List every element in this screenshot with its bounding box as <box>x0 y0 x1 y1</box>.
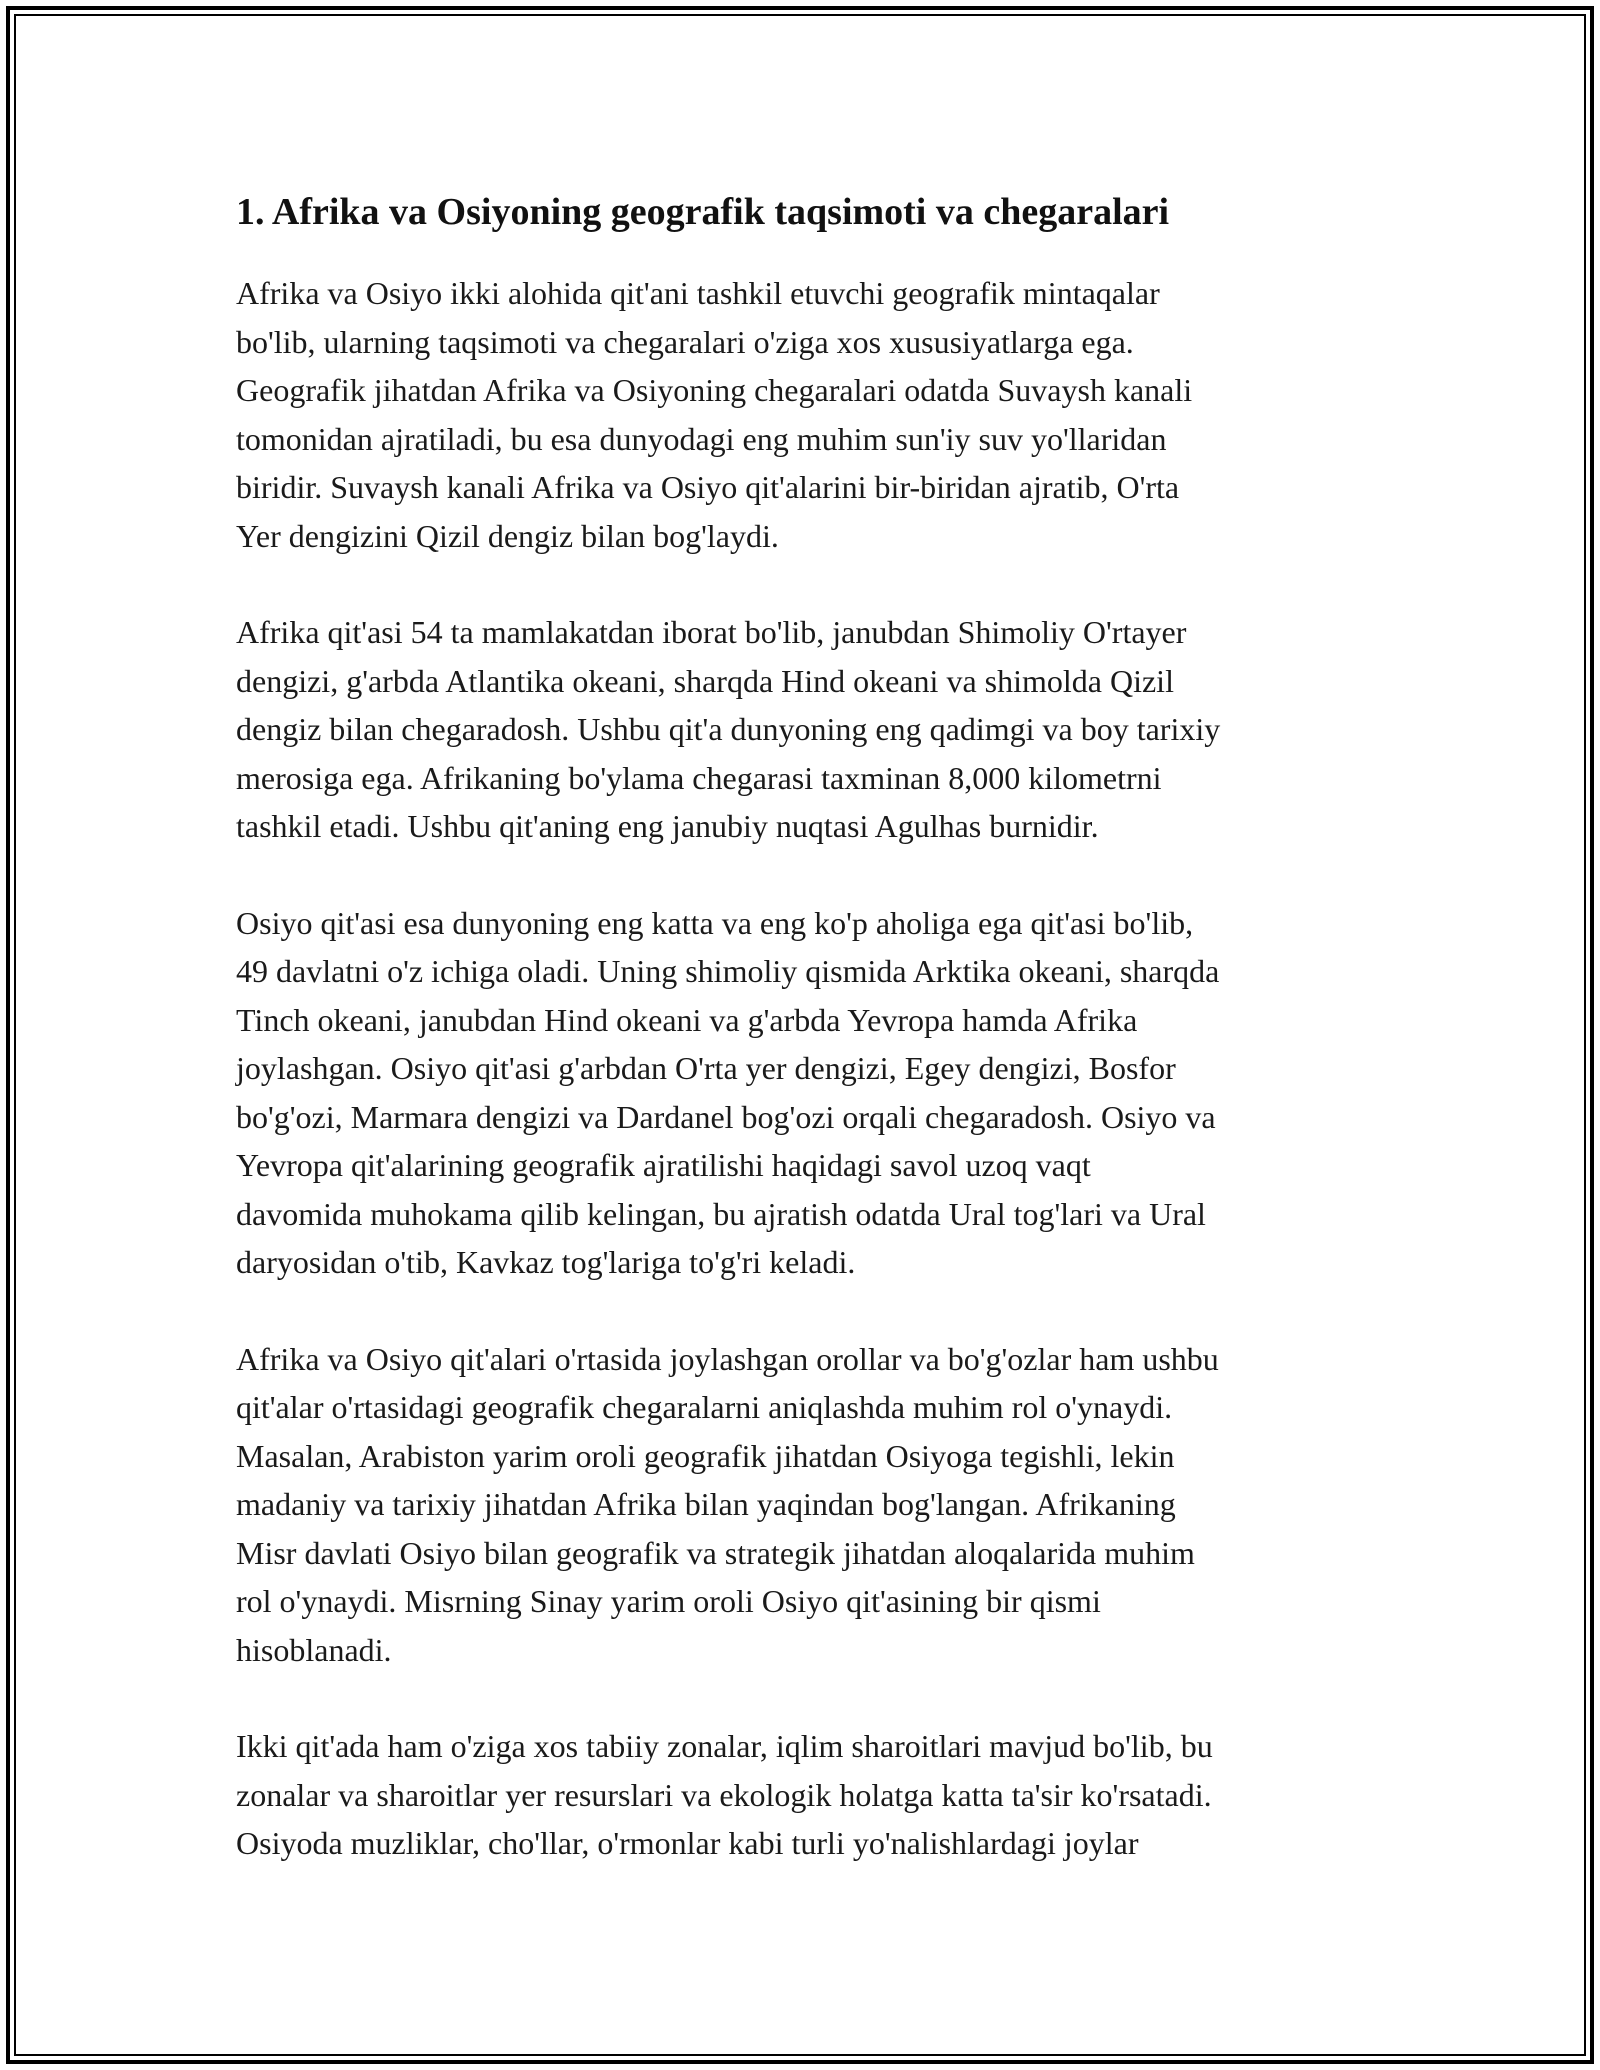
text-line: hisoblanadi. <box>236 1631 392 1668</box>
text-line: dengiz bilan chegaradosh. Ushbu qit'a dunyoning eng qadimgi va boy tarixiy <box>236 711 1221 747</box>
text-line: dengizi, g'arbda Atlantika okeani, sharqda Hind okeani va shimolda Qizil <box>236 662 1174 699</box>
section-heading: 1. Afrika va Osiyoning geografik taqsimoti va chegaralari <box>236 191 1170 233</box>
paragraph <box>236 899 1366 1287</box>
paragraph <box>236 608 1366 851</box>
text-line: joylashgan. Osiyo qit'asi g'arbdan O'rta yer dengizi, Egey dengizi, Bosfor <box>236 1050 1176 1086</box>
text-line: Afrika va Osiyo qit'alari o'rtasida joylashgan orollar va bo'g'ozlar ham ushbu <box>236 1340 1219 1377</box>
document-page <box>236 185 1366 1868</box>
text-line: daryosidan o'tib, Kavkaz tog'lariga to'g'ri keladi. <box>236 1244 856 1280</box>
text-line: biridir. Suvaysh kanali Afrika va Osiyo qit'alarini bir-biridan ajratib, O'rta <box>236 469 1180 505</box>
text-line: bo'g'ozi, Marmara dengizi va Dardanel bog'ozi orqali chegaradosh. Osiyo va <box>236 1098 1216 1135</box>
text-line: Geografik jihatdan Afrika va Osiyoning chegaralari odatda Suvaysh kanali <box>236 372 1193 408</box>
paragraph-list <box>236 269 1366 1868</box>
paragraph <box>236 1722 1366 1868</box>
text-line: Masalan, Arabiston yarim oroli geografik jihatdan Osiyoga tegishli, lekin <box>236 1437 1175 1474</box>
text-line: tomonidan ajratiladi, bu esa dunyodagi eng muhim sun'iy suv yo'llaridan <box>236 420 1167 457</box>
text-line: tashkil etadi. Ushbu qit'aning eng janubiy nuqtasi Agulhas burnidir. <box>236 808 1099 844</box>
text-line: davomida muhokama qilib kelingan, bu ajratish odatda Ural tog'lari va Ural <box>236 1195 1206 1232</box>
text-line: Osiyo qit'asi esa dunyoning eng katta va eng ko'p aholiga ega qit'asi bo'lib, <box>236 904 1194 941</box>
text-line: Afrika va Osiyo ikki alohida qit'ani tashkil etuvchi geografik mintaqalar <box>236 275 1160 311</box>
text-line: rol o'ynaydi. Misrning Sinay yarim oroli Osiyo qit'asining bir qismi <box>236 1583 1101 1619</box>
text-line: Osiyoda muzliklar, cho'llar, o'rmonlar kabi turli yo'nalishlardagi joylar <box>236 1825 1139 1861</box>
text-line: zonalar va sharoitlar yer resurslari va ekologik holatga katta ta'sir ko'rsatadi. <box>236 1776 1212 1813</box>
text-line: 49 davlatni o'z ichiga oladi. Uning shimoliy qismida Arktika okeani, sharqda <box>236 953 1220 989</box>
text-line: Ikki qit'ada ham o'ziga xos tabiiy zonalar, iqlim sharoitlari mavjud bo'lib, bu <box>236 1728 1213 1764</box>
text-line: Yevropa qit'alarining geografik ajratilishi haqidagi savol uzoq vaqt <box>236 1147 1091 1183</box>
text-line: Tinch okeani, janubdan Hind okeani va g'arbda Yevropa hamda Afrika <box>236 1001 1138 1038</box>
text-line: Misr davlati Osiyo bilan geografik va strategik jihatdan aloqalarida muhim <box>236 1534 1195 1571</box>
text-line: Yer dengizini Qizil dengiz bilan bog'laydi. <box>236 517 779 554</box>
text-line: madaniy va tarixiy jihatdan Afrika bilan yaqindan bog'langan. Afrikaning <box>236 1486 1176 1522</box>
text-line: Afrika qit'asi 54 ta mamlakatdan iborat bo'lib, janubdan Shimoliy O'rtayer <box>236 614 1187 650</box>
text-line: qit'alar o'rtasidagi geografik chegaralarni aniqlashda muhim rol o'ynaydi. <box>236 1389 1173 1425</box>
paragraph <box>236 269 1366 560</box>
text-line: merosiga ega. Afrikaning bo'ylama chegarasi taxminan 8,000 kilometrni <box>236 759 1162 796</box>
paragraph <box>236 1335 1366 1675</box>
text-line: bo'lib, ularning taqsimoti va chegaralari o'ziga xos xususiyatlarga ega. <box>236 323 1134 360</box>
